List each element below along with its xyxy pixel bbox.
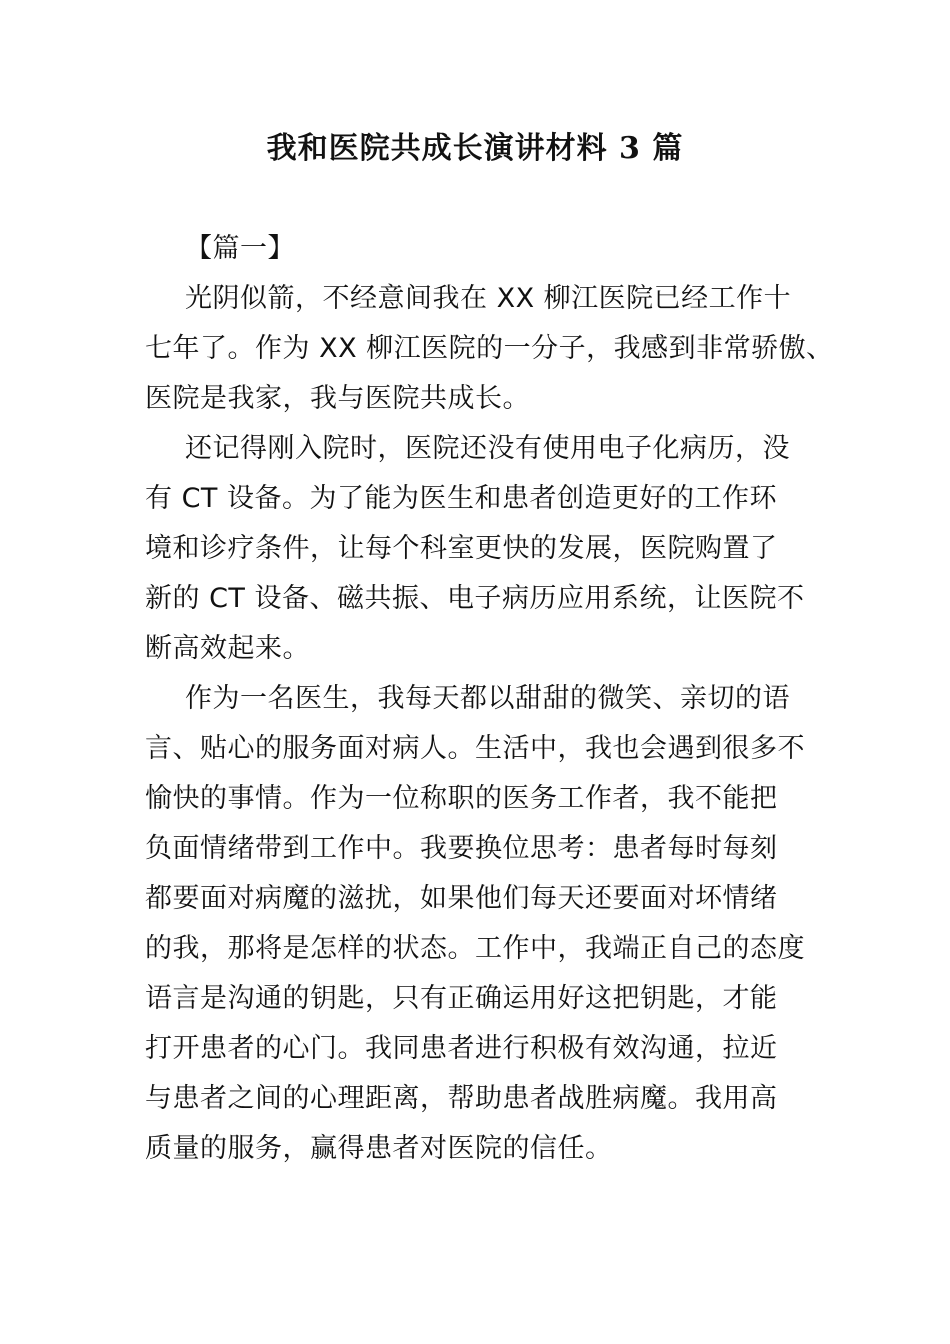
paragraph-line: 境和诊疗条件，让每个科室更快的发展，医院购置了 bbox=[145, 533, 778, 564]
paragraph-line: 负面情绪带到工作中。我要换位思考：患者每时每刻 bbox=[145, 833, 778, 864]
paragraph-line: 都要面对病魔的滋扰，如果他们每天还要面对坏情绪 bbox=[145, 883, 778, 914]
section-heading: 【篇一】 bbox=[185, 233, 295, 264]
paragraph-line: 愉快的事情。作为一位称职的医务工作者，我不能把 bbox=[145, 783, 778, 814]
paragraph-line: 打开患者的心门。我同患者进行积极有效沟通，拉近 bbox=[145, 1033, 778, 1064]
paragraph-line: 有 CT 设备。为了能为医生和患者创造更好的工作环 bbox=[145, 483, 778, 514]
paragraph-line: 语言是沟通的钥匙，只有正确运用好这把钥匙，才能 bbox=[145, 983, 778, 1014]
paragraph-2 bbox=[145, 424, 810, 674]
paragraph-line: 还记得刚入院时，医院还没有使用电子化病历，没 bbox=[185, 433, 790, 464]
document-title: 我和医院共成长演讲材料 3 篇 bbox=[266, 131, 684, 166]
paragraph-line: 新的 CT 设备、磁共振、电子病历应用系统，让医院不 bbox=[145, 583, 805, 614]
paragraph-line: 作为一名医生，我每天都以甜甜的微笑、亲切的语 bbox=[185, 683, 790, 714]
paragraph-line: 的我，那将是怎样的状态。工作中，我端正自己的态度 bbox=[145, 933, 805, 964]
paragraph-line: 言、贴心的服务面对病人。生活中，我也会遇到很多不 bbox=[145, 733, 805, 764]
paragraph-line: 与患者之间的心理距离，帮助患者战胜病魔。我用高 bbox=[145, 1083, 778, 1114]
paragraph-line: 七年了。作为 XX 柳江医院的一分子，我感到非常骄傲、 bbox=[145, 333, 834, 364]
paragraph-line: 质量的服务，赢得患者对医院的信任。 bbox=[145, 1133, 613, 1164]
paragraph-line: 医院是我家，我与医院共成长。 bbox=[145, 383, 530, 414]
document-body bbox=[145, 224, 834, 1174]
paragraph-3 bbox=[145, 674, 810, 1174]
paragraph-line: 光阴似箭，不经意间我在 XX 柳江医院已经工作十 bbox=[185, 283, 792, 314]
paragraph-1 bbox=[145, 274, 834, 424]
paragraph-line: 断高效起来。 bbox=[145, 633, 310, 664]
